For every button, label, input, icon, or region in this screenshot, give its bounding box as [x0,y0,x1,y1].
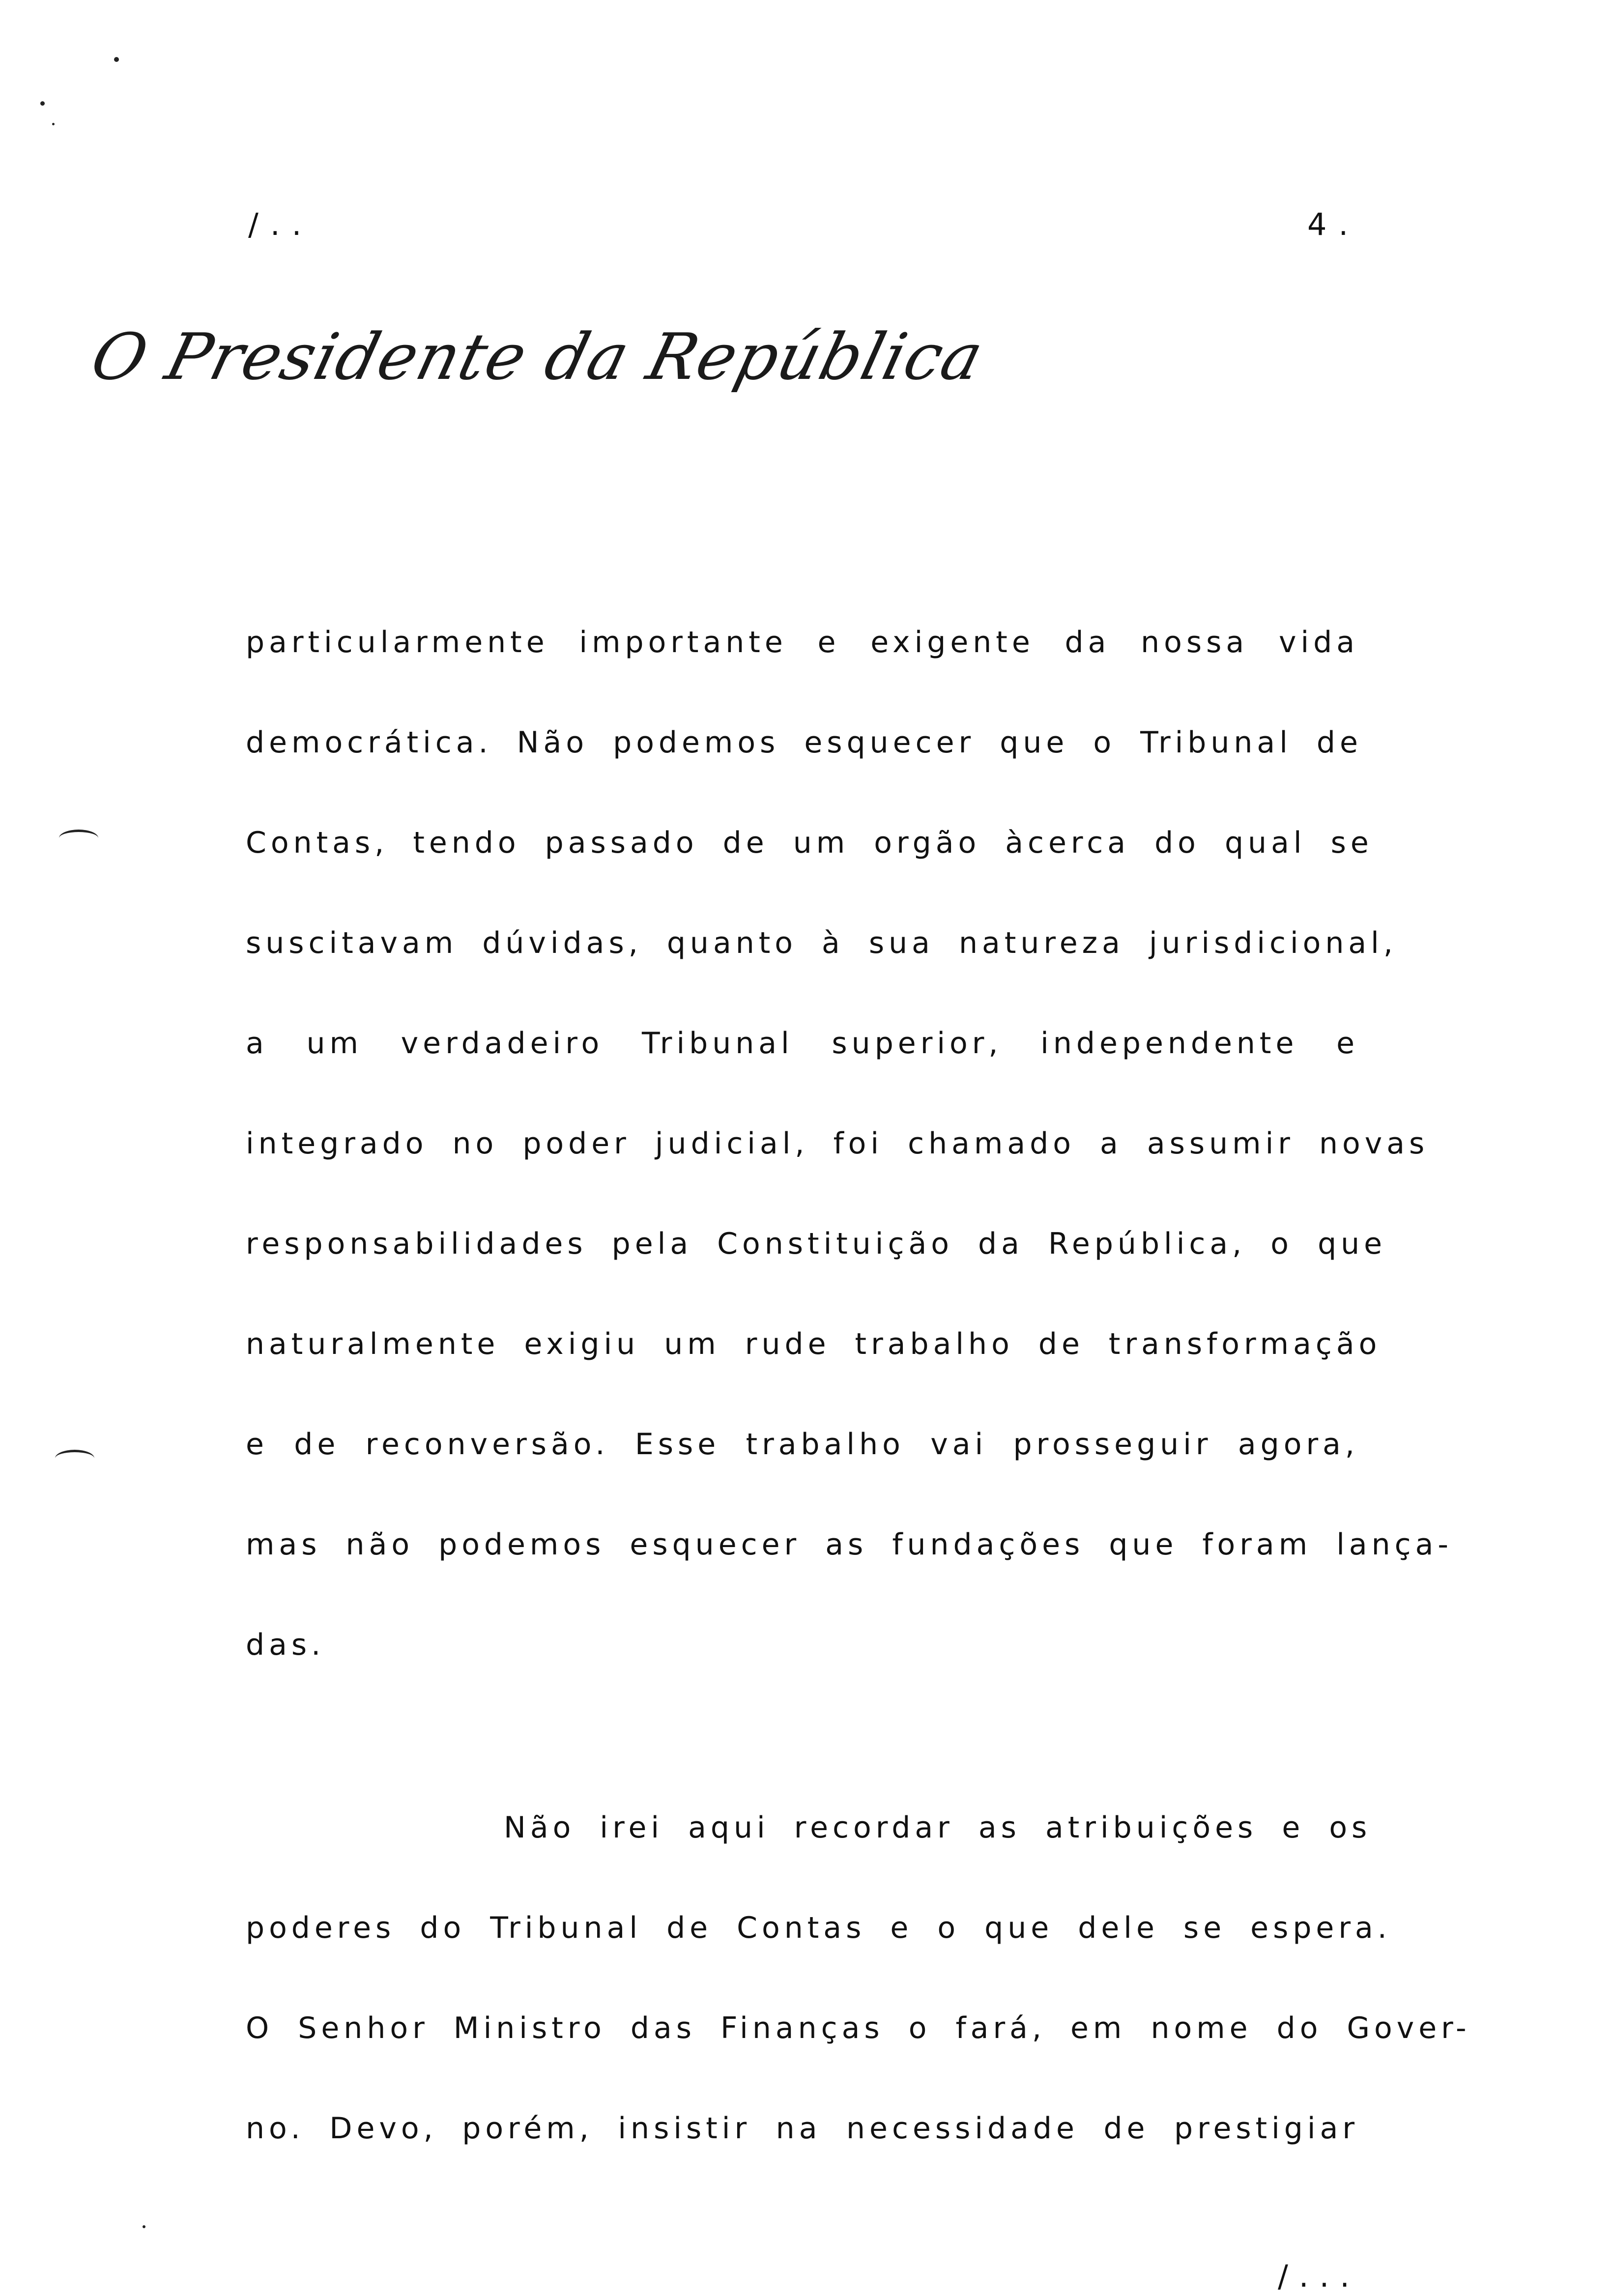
text-line: suscitavam dúvidas, quanto à sua natureza jurisdicional, [246,926,1397,960]
text-line: mas não podemos esquecer as fundações que foram lança- [246,1527,1453,1562]
text-line: naturalmente exigiu um rude trabalho de transformação [246,1327,1382,1361]
text-line: democrática. Não podemos esquecer que o Tribunal de [246,725,1362,760]
text-line: integrado no poder judicial, foi chamado a assumir novas [246,1126,1429,1161]
footer-continuation-mark: /... [1278,2258,1361,2294]
page-number: 4. [1307,206,1360,242]
text-line: a um verdadeiro Tribunal superior, independente e [246,1026,1359,1061]
letterhead-script: O Presidente da República [84,319,991,394]
scan-speck [52,123,55,125]
punch-hole-mark [55,1450,94,1467]
scan-speck [40,101,45,106]
text-line: particularmente importante e exigente da nossa vida [246,625,1359,660]
scan-speck [143,2225,145,2228]
text-line: Não irei aqui recordar as atribuições e os [504,1810,1372,1845]
scan-speck [114,57,119,62]
text-line: das. [246,1628,325,1662]
punch-hole-mark [59,830,98,847]
text-line: Contas, tendo passado de um orgão àcerca do qual se [246,826,1373,860]
text-line: poderes do Tribunal de Contas e o que dele se espera. [246,1911,1391,1945]
body-text [246,620,1471,2207]
paragraph-gap [246,1723,1359,1806]
text-line: no. Devo, porém, insistir na necessidade de prestigiar [246,2111,1359,2146]
header-continuation-mark: /.. [248,206,314,242]
text-line: O Senhor Ministro das Finanças o fará, em nome do Gover- [246,2011,1471,2045]
text-line: e de reconversão. Esse trabalho vai prosseguir agora, [246,1427,1359,1462]
text-line: responsabilidades pela Constituição da República, o que [246,1227,1387,1261]
